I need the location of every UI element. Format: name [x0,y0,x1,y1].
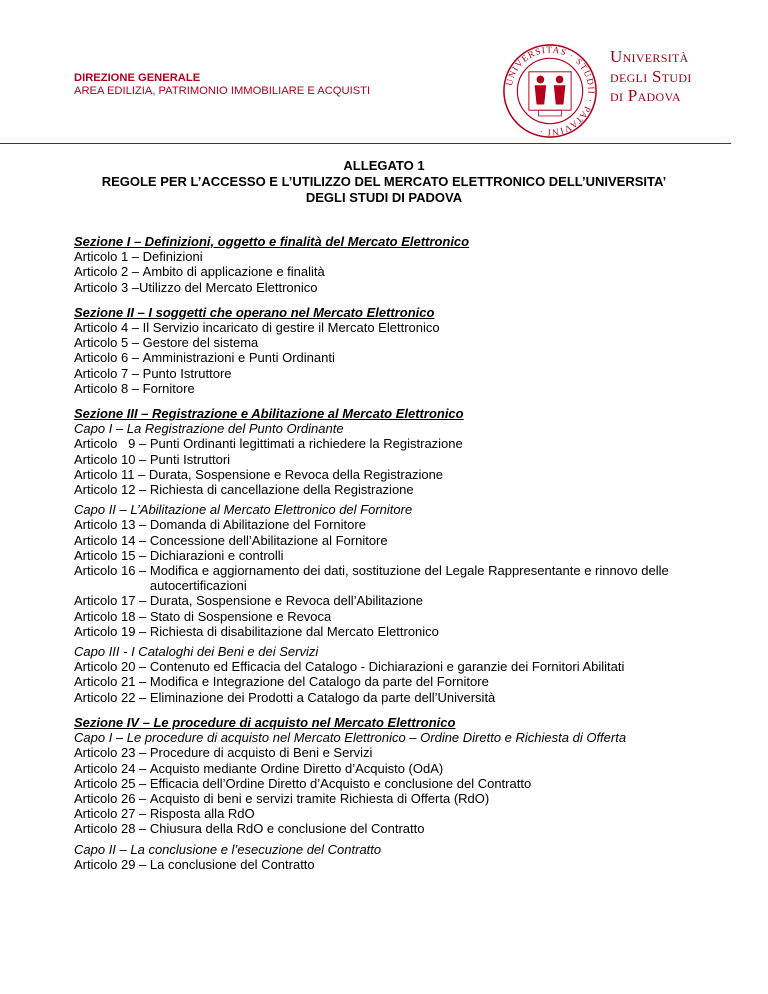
article-title: Gestore del sistema [142,335,259,351]
article-number: Articolo 3 – [74,279,140,295]
article-title: Procedure di acquisto di Beni e Servizi [149,745,373,761]
article-title: Durata, Sospensione e Revoca della Registrazione [148,466,444,482]
article-title: Eliminazione dei Prodotti a Catalogo da parte dell’Università [149,689,496,705]
article-title: Domanda di Abilitazione del Fornitore [149,517,366,533]
article-number: Articolo 13 – [74,517,150,533]
article-entry [74,593,724,608]
article-number: Articolo 21 – [74,674,150,690]
article-title: Fornitore [142,380,195,396]
article-title: Punti Istruttori [149,451,231,467]
article-number: Articolo 18 – [74,608,150,624]
article-entry [74,659,724,674]
article-title: Amministrazioni e Punti Ordinanti [142,350,335,366]
article-entry [74,548,724,563]
article-entry [74,320,724,335]
article-number: Articolo 6 – [74,350,143,366]
article-entry [74,350,724,365]
article-entry [74,533,724,548]
article-number: Articolo 25 – [74,775,150,791]
article-entry [74,335,724,350]
article-entry [74,264,724,279]
section-title: Sezione IV – Le procedure di acquisto nel Mercato Elettronico [74,714,456,730]
university-seal-logo [502,43,598,139]
article-number: Articolo 14 – [74,532,150,548]
table-of-contents [74,234,724,872]
title-line-2: REGOLE PER L’ACCESSO E L’UTILIZZO DEL MERCATO ELETTRONICO DELL’UNIVERSITA’ [101,174,667,189]
svg-text:UNIVERSITAS · STUDII · PATAVIN: UNIVERSITAS · STUDII · PATAVINI · [503,44,597,138]
article-title: Acquisto mediante Ordine Diretto d’Acquisto (OdA) [149,760,444,776]
article-title: Modifica e Integrazione del Catalogo da parte del Fornitore [149,674,489,690]
section-spacer [74,705,724,715]
article-title: Ambito di applicazione e finalità [142,264,325,280]
article-number: Articolo 1 – [74,249,143,265]
article-title: Acquisto di beni e servizi tramite Richiesta di Offerta (RdO) [149,790,490,806]
area-name: AREA EDILIZIA, PATRIMONIO IMMOBILIARE E ACQUISTI [74,85,371,97]
section-title: Sezione I – Definizioni, oggetto e finalità del Mercato Elettronico [74,234,470,249]
article-number: Articolo 19 – [74,623,150,639]
article-number: Articolo 9 – [74,436,150,452]
article-entry [74,791,724,806]
article-entry [74,609,724,624]
article-number: Articolo 28 – [74,821,150,837]
article-number: Articolo 7 – [74,365,143,381]
university-name-line1: Università [610,47,689,66]
directorate-name: DIREZIONE GENERALE [74,72,201,84]
article-entry [74,857,724,872]
article-title: Risposta alla RdO [149,806,255,822]
article-entry [74,366,724,381]
article-number: Articolo 8 – [74,380,143,396]
article-entry [74,436,724,451]
article-entry [74,674,724,689]
capo-title: Capo III - I Cataloghi dei Beni e dei Servizi [74,644,319,660]
section-title: Sezione III – Registrazione e Abilitazione al Mercato Elettronico [74,406,464,422]
article-number: Articolo 12 – [74,482,150,498]
article-entry [74,745,724,760]
article-number: Articolo 11 – [74,466,149,482]
article-entry [74,806,724,821]
article-entry [74,381,724,396]
capo-title: Capo II – La conclusione e l’esecuzione del Contratto [74,841,382,857]
article-entry [74,776,724,791]
article-entry [74,563,724,593]
article-number: Articolo 23 – [74,745,150,761]
article-entry [74,467,724,482]
article-title: Stato di Sospensione e Revoca [149,608,332,624]
article-number: Articolo 15 – [74,547,150,563]
header-divider [0,143,731,144]
article-number: Articolo 4 – [74,320,143,336]
article-entry [74,280,724,295]
article-entry [74,249,724,264]
article-title: Definizioni [142,249,203,265]
capo-title: Capo I – La Registrazione del Punto Ordinante [74,421,344,437]
article-number: Articolo 20 – [74,659,150,675]
article-number: Articolo 5 – [74,335,143,351]
article-title: Richiesta di cancellazione della Registrazione [149,482,414,498]
article-title: Chiusura della RdO e conclusione del Contratto [149,821,425,837]
section-title: Sezione II – I soggetti che operano nel Mercato Elettronico [74,304,435,320]
article-number: Articolo 22 – [74,689,150,705]
article-title: Richiesta di disabilitazione dal Mercato Elettronico [149,623,439,639]
article-number: Articolo 26 – [74,790,150,806]
article-title: Dichiarazioni e controlli [149,547,284,563]
article-entry [74,624,724,639]
university-name [610,47,692,106]
article-entry [74,517,724,532]
title-line-3: DEGLI STUDI DI PADOVA [305,190,463,205]
article-number: Articolo 10 – [74,451,150,467]
section-spacer [74,295,724,305]
capo-title: Capo I – Le procedure di acquisto nel Mercato Elettronico – Ordine Diretto e Richiesta di Offerta [74,730,627,746]
university-name-line3: di Padova [610,86,681,105]
article-title: Utilizzo del Mercato Elettronico [139,279,318,295]
article-title: Efficacia dell’Ordine Diretto d’Acquisto e conclusione del Contratto [149,775,532,791]
article-number: Articolo 2 – [74,264,143,280]
article-title: Punto Istruttore [142,365,232,381]
article-entry [74,482,724,497]
article-number: Articolo 29 – [74,856,150,872]
article-title: Il Servizio incaricato di gestire il Mercato Elettronico [142,320,440,336]
capo-title: Capo II – L’Abilitazione al Mercato Elettronico del Fornitore [74,502,413,518]
section-spacer [74,396,724,406]
article-title: Concessione dell’Abilitazione al Fornitore [149,532,388,548]
university-name-line2: degli Studi [610,66,692,86]
article-entry [74,452,724,467]
article-title: Durata, Sospensione e Revoca dell’Abilitazione [149,593,424,609]
article-title: Modifica e aggiornamento dei dati, sostituzione del Legale Rappresentante e rinnovo delle autocertificazioni [149,563,669,594]
article-entry [74,690,724,705]
article-number: Articolo 27 – [74,806,150,822]
header-directorate-block [74,72,370,98]
article-entry [74,761,724,776]
article-entry [74,821,724,836]
article-number: Articolo 17 – [74,593,150,609]
article-title: Punti Ordinanti legittimati a richiedere la Registrazione [149,436,463,452]
article-number: Articolo 24 – [74,760,150,776]
title-line-1: ALLEGATO 1 [343,158,425,173]
document-title [0,158,768,206]
article-title: Contenuto ed Efficacia del Catalogo - Dichiarazioni e garanzie dei Fornitori Abilitati [149,659,625,675]
article-title: La conclusione del Contratto [149,856,315,872]
article-number: Articolo 16 – [74,563,150,579]
